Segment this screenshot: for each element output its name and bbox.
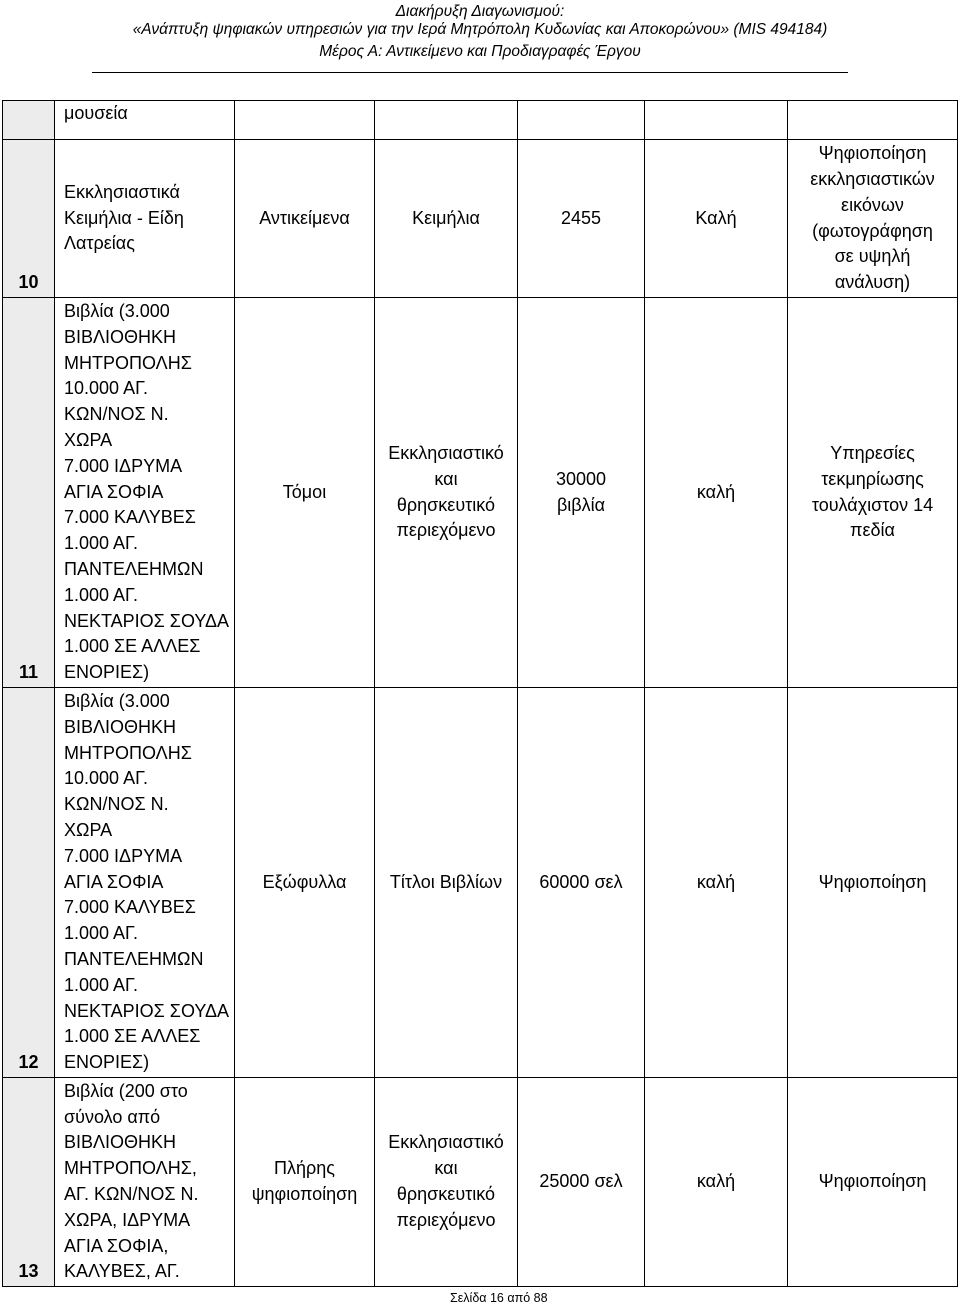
item-cell: [55, 298, 235, 688]
table-cell: [235, 100, 375, 140]
table-cell: [375, 140, 518, 298]
cell-text: Καλή: [695, 207, 737, 228]
cell-text: Πλήρης ψηφιοποίηση: [251, 1158, 358, 1204]
item-text: Βιβλία (200 στο σύνολο από ΒΙΒΛΙΟΘΗΚΗ ΜΗΤΡΟΠΟΛΗΣ, ΑΓ. ΚΩΝ/ΝΟΣ Ν. ΧΩΡΑ, ΙΔΡΥΜΑ ΑΓΙΑ ΣΟΦΙΑ, ΚΑΛΥΒΕΣ, ΑΓ.: [64, 1080, 199, 1282]
table-cell: [375, 688, 518, 1078]
row-number-cell: [2, 140, 55, 298]
page-number: Σελίδα 16 από 88: [450, 1291, 548, 1305]
cell-text: Ψηφιοποίηση: [818, 1171, 927, 1192]
table-cell: [518, 1078, 645, 1287]
table-cell: [235, 140, 375, 298]
cell-text: Εκκλησιαστικό και θρησκευτικό περιεχόμενο: [388, 442, 504, 541]
table-cell: [788, 688, 958, 1078]
item-text: Βιβλία (3.000 ΒΙΒΛΙΟΘΗΚΗ ΜΗΤΡΟΠΟΛΗΣ 10.000 ΑΓ. ΚΩΝ/ΝΟΣ Ν. ΧΩΡΑ 7.000 ΙΔΡΥΜΑ ΑΓΙΑ ΣΟΦΙΑ 7.000 ΚΑΛΥΒΕΣ 1.000 ΑΓ. ΠΑΝΤΕΛΕΗΜΩΝ 1.000 ΑΓ. ΝΕΚΤΑΡΙΟΣ ΣΟΥΔΑ 1.000 ΣΕ ΑΛΛΕΣ ΕΝΟΡΙΕΣ): [64, 691, 230, 1073]
cell-text: Υπηρεσίες τεκμηρίωσης τουλάχιστον 14 πεδία: [811, 442, 934, 541]
header-divider: [92, 72, 848, 73]
row-number-cell: [2, 100, 55, 140]
cell-text: 30000 βιβλία: [555, 468, 607, 515]
table-cell: [518, 688, 645, 1078]
row-number: 11: [18, 662, 39, 683]
item-cell: [55, 688, 235, 1078]
item-text: Βιβλία (3.000 ΒΙΒΛΙΟΘΗΚΗ ΜΗΤΡΟΠΟΛΗΣ 10.000 ΑΓ. ΚΩΝ/ΝΟΣ Ν. ΧΩΡΑ 7.000 ΙΔΡΥΜΑ ΑΓΙΑ ΣΟΦΙΑ 7.000 ΚΑΛΥΒΕΣ 1.000 ΑΓ. ΠΑΝΤΕΛΕΗΜΩΝ 1.000 ΑΓ. ΝΕΚΤΑΡΙΟΣ ΣΟΥΔΑ 1.000 ΣΕ ΑΛΛΕΣ ΕΝΟΡΙΕΣ): [64, 301, 230, 683]
cell-text: καλή: [696, 871, 736, 892]
project-title: «Ανάπτυξη ψηφιακών υπηρεσιών για την Ιερά Μητρόπολη Κυδωνίας και Αποκορώνου» (MIS 494184): [132, 21, 828, 38]
table-cell: [645, 100, 788, 140]
document-title: Διακήρυξη Διαγωνισμού:: [395, 3, 565, 20]
table-cell: [375, 298, 518, 688]
table-cell: [788, 140, 958, 298]
row-number-cell: [2, 1078, 55, 1287]
row-number: 12: [18, 1052, 39, 1073]
table-cell: [645, 140, 788, 298]
cell-text: Τίτλοι Βιβλίων: [389, 871, 503, 892]
item-text: μουσεία: [64, 103, 128, 123]
table-cell: [518, 140, 645, 298]
table-cell: [645, 298, 788, 688]
cell-text: Ψηφιοποίηση: [818, 871, 927, 892]
cell-text: 60000 σελ: [539, 871, 623, 892]
cell-text: Εκκλησιαστικό και θρησκευτικό περιεχόμενο: [388, 1132, 504, 1230]
items-table: [2, 100, 958, 1287]
table-cell: [788, 100, 958, 140]
table-cell: [375, 100, 518, 140]
cell-text: Κειμήλια: [412, 207, 480, 228]
cell-text: Εξώφυλλα: [262, 871, 347, 892]
cell-text: καλή: [696, 481, 736, 502]
table-cell: [788, 1078, 958, 1287]
table-cell: [518, 298, 645, 688]
row-number-cell: [2, 298, 55, 688]
table-cell: [645, 1078, 788, 1287]
table-cell: [645, 688, 788, 1078]
table-cell: [235, 298, 375, 688]
table-cell: [235, 1078, 375, 1287]
cell-text: 2455: [560, 207, 602, 228]
row-number-cell: [2, 688, 55, 1078]
item-text: Εκκλησιαστικά Κειμήλια - Είδη Λατρείας: [64, 181, 184, 254]
table-cell: [235, 688, 375, 1078]
cell-text: Ψηφιοποίηση εκκλησιαστικών εικόνων (φωτογράφηση σε υψηλή ανάλυση): [810, 143, 935, 293]
row-number: 10: [18, 272, 39, 293]
table-cell: [788, 298, 958, 688]
cell-text: Αντικείμενα: [259, 207, 350, 228]
cell-text: καλή: [696, 1171, 736, 1192]
table-cell: [518, 100, 645, 140]
item-cell: [55, 1078, 235, 1287]
cell-text: Τόμοι: [282, 481, 327, 502]
item-cell: [55, 140, 235, 298]
table-cell: [375, 1078, 518, 1287]
section-title: Μέρος Α: Αντικείμενο και Προδιαγραφές Έργου: [319, 43, 641, 60]
cell-text: 25000 σελ: [539, 1171, 623, 1192]
item-cell: [55, 100, 235, 140]
row-number: 13: [18, 1261, 39, 1282]
